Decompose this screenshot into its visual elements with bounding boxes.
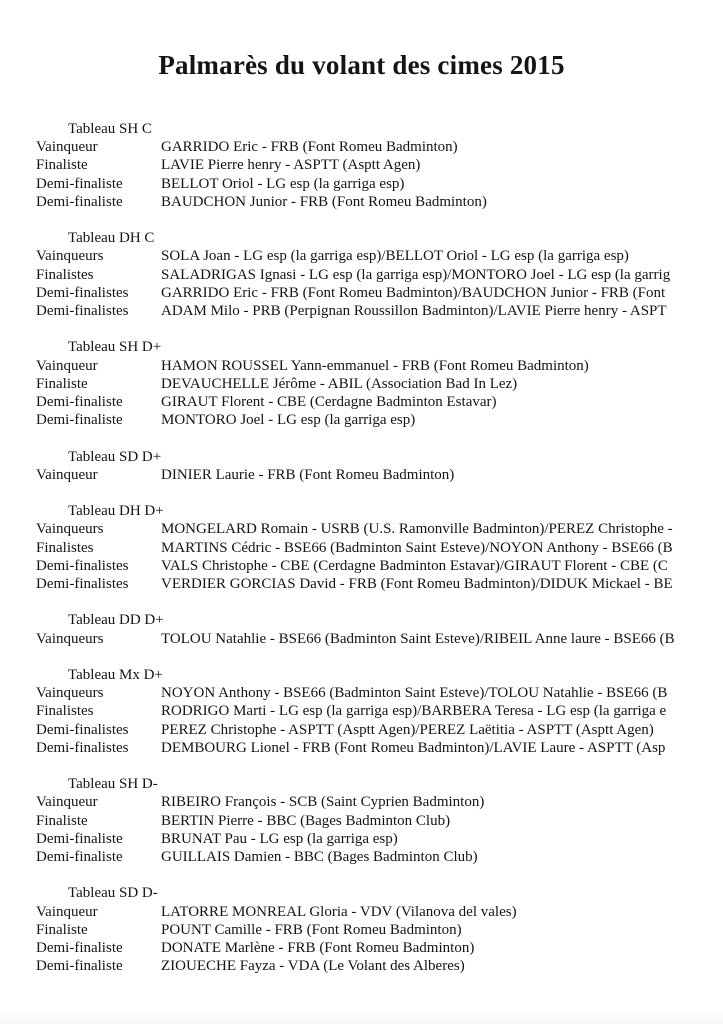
result-row: [36, 848, 723, 866]
section-heading: Tableau DH C: [68, 230, 155, 247]
result-row: [36, 375, 723, 393]
result-row: [36, 903, 723, 921]
result-rank-label: Demi-finaliste: [36, 193, 123, 210]
result-players: ADAM Milo - PRB (Perpignan Roussillon Badminton)/LAVIE Pierre henry - ASPT: [161, 303, 667, 320]
result-rank-label: Demi-finalistes: [36, 721, 129, 738]
result-players: VALS Christophe - CBE (Cerdagne Badminton Estavar)/GIRAUT Florent - CBE (C: [161, 557, 668, 574]
result-row: [36, 284, 723, 302]
result-players: MONGELARD Romain - USRB (U.S. Ramonville Badminton)/PEREZ Christophe -: [161, 521, 673, 538]
result-players: GIRAUT Florent - CBE (Cerdagne Badminton Estavar): [161, 394, 497, 411]
result-players: DONATE Marlène - FRB (Font Romeu Badminton): [161, 940, 475, 957]
result-row: [36, 830, 723, 848]
result-rank-label: Demi-finaliste: [36, 175, 123, 192]
result-row: [36, 557, 723, 575]
result-players: RODRIGO Marti - LG esp (la garriga esp)/BARBERA Teresa - LG esp (la garriga e: [161, 703, 667, 720]
result-players: LAVIE Pierre henry - ASPTT (Asptt Agen): [161, 157, 421, 174]
tournament-section: [36, 229, 723, 320]
result-rank-label: Vainqueurs: [36, 521, 104, 538]
result-row: [36, 630, 723, 648]
tournament-section: [36, 884, 723, 975]
result-players: HAMON ROUSSEL Yann-emmanuel - FRB (Font Romeu Badminton): [161, 357, 589, 374]
result-row: [36, 812, 723, 830]
section-heading: Tableau SD D-: [68, 885, 158, 902]
result-row: [36, 520, 723, 538]
result-rank-label: Finaliste: [36, 921, 88, 938]
result-row: [36, 684, 723, 702]
result-players: BERTIN Pierre - BBC (Bages Badminton Club): [161, 812, 451, 829]
tournament-section: [36, 502, 723, 593]
result-players: SALADRIGAS Ignasi - LG esp (la garriga esp)/MONTORO Joel - LG esp (la garrig: [161, 266, 671, 283]
result-rank-label: Vainqueurs: [36, 630, 104, 647]
result-players: POUNT Camille - FRB (Font Romeu Badminton): [161, 921, 462, 938]
result-rank-label: Vainqueur: [36, 357, 98, 374]
tournament-section: [36, 120, 723, 211]
result-players: VERDIER GORCIAS David - FRB (Font Romeu Badminton)/DIDUK Mickael - BE: [161, 576, 673, 593]
section-heading: Tableau SH D+: [68, 339, 162, 356]
result-rank-label: Demi-finaliste: [36, 940, 123, 957]
result-row: [36, 939, 723, 957]
result-row: [36, 539, 723, 557]
result-players: DEMBOURG Lionel - FRB (Font Romeu Badminton)/LAVIE Laure - ASPTT (Asp: [161, 739, 666, 756]
result-players: GARRIDO Eric - FRB (Font Romeu Badminton): [161, 139, 458, 156]
result-players: BAUDCHON Junior - FRB (Font Romeu Badminton): [161, 193, 487, 210]
result-row: [36, 411, 723, 429]
result-row: [36, 921, 723, 939]
result-rank-label: Vainqueur: [36, 466, 98, 483]
result-row: [36, 193, 723, 211]
tournament-section: [36, 666, 723, 757]
result-players: LATORRE MONREAL Gloria - VDV (Vilanova del vales): [161, 903, 517, 920]
result-row: [36, 466, 723, 484]
section-heading: Tableau SH D-: [68, 776, 158, 793]
result-rank-label: Vainqueur: [36, 903, 98, 920]
tournament-section: [36, 611, 723, 647]
result-row: [36, 739, 723, 757]
section-heading: Tableau SD D+: [68, 448, 162, 465]
result-players: BELLOT Oriol - LG esp (la garriga esp): [161, 175, 405, 192]
result-row: [36, 721, 723, 739]
result-row: [36, 793, 723, 811]
result-row: [36, 702, 723, 720]
result-row: [36, 247, 723, 265]
result-row: [36, 266, 723, 284]
result-players: RIBEIRO François - SCB (Saint Cyprien Badminton): [161, 794, 485, 811]
result-row: [36, 357, 723, 375]
result-rank-label: Demi-finalistes: [36, 303, 129, 320]
result-rank-label: Vainqueur: [36, 794, 98, 811]
result-row: [36, 957, 723, 975]
section-heading: Tableau DH D+: [68, 503, 164, 520]
result-players: NOYON Anthony - BSE66 (Badminton Saint Esteve)/TOLOU Natahlie - BSE66 (B: [161, 685, 668, 702]
section-heading: Tableau Mx D+: [68, 667, 163, 683]
result-players: ZIOUECHE Fayza - VDA (Le Volant des Alberes): [161, 958, 465, 975]
result-rank-label: Demi-finaliste: [36, 849, 123, 866]
document-title: Palmarès du volant des cimes 2015: [158, 50, 565, 80]
result-rank-label: Demi-finalistes: [36, 284, 129, 301]
result-rank-label: Vainqueurs: [36, 248, 104, 265]
result-row: [36, 575, 723, 593]
tournament-section: [36, 338, 723, 429]
result-row: [36, 302, 723, 320]
result-rank-label: Demi-finaliste: [36, 958, 123, 975]
section-heading: Tableau DD D+: [68, 612, 164, 629]
result-rank-label: Demi-finalistes: [36, 576, 129, 593]
result-players: GARRIDO Eric - FRB (Font Romeu Badminton)/BAUDCHON Junior - FRB (Font: [161, 284, 666, 301]
result-row: [36, 175, 723, 193]
result-rank-label: Demi-finaliste: [36, 830, 123, 847]
result-rank-label: Vainqueurs: [36, 685, 104, 702]
result-players: BRUNAT Pau - LG esp (la garriga esp): [161, 830, 398, 847]
scan-artifact-band: [0, 1010, 723, 1024]
results-list: [36, 120, 723, 994]
section-heading: Tableau SH C: [68, 121, 152, 137]
result-players: SOLA Joan - LG esp (la garriga esp)/BELLOT Oriol - LG esp (la garriga esp): [161, 248, 629, 265]
result-players: DINIER Laurie - FRB (Font Romeu Badminton): [161, 466, 455, 483]
result-row: [36, 138, 723, 156]
result-rank-label: Finalistes: [36, 266, 94, 283]
result-players: TOLOU Natahlie - BSE66 (Badminton Saint Esteve)/RIBEIL Anne laure - BSE66 (B: [161, 630, 675, 647]
result-players: MONTORO Joel - LG esp (la garriga esp): [161, 412, 416, 429]
result-players: GUILLAIS Damien - BBC (Bages Badminton Club): [161, 849, 478, 866]
result-players: PEREZ Christophe - ASPTT (Asptt Agen)/PEREZ Laëtitia - ASPTT (Asptt Agen): [161, 721, 654, 738]
result-rank-label: Finalistes: [36, 703, 94, 720]
result-rank-label: Vainqueur: [36, 139, 98, 156]
result-rank-label: Demi-finalistes: [36, 557, 129, 574]
result-rank-label: Demi-finaliste: [36, 412, 123, 429]
result-rank-label: Finaliste: [36, 157, 88, 174]
result-row: [36, 393, 723, 411]
tournament-section: [36, 775, 723, 866]
result-players: DEVAUCHELLE Jérôme - ABIL (Association Bad In Lez): [161, 375, 518, 392]
result-rank-label: Demi-finalistes: [36, 739, 129, 756]
result-rank-label: Finalistes: [36, 539, 94, 556]
tournament-section: [36, 448, 723, 484]
result-rank-label: Finaliste: [36, 812, 88, 829]
result-row: [36, 156, 723, 174]
result-players: MARTINS Cédric - BSE66 (Badminton Saint Esteve)/NOYON Anthony - BSE66 (B: [161, 539, 673, 556]
result-rank-label: Finaliste: [36, 375, 88, 392]
result-rank-label: Demi-finaliste: [36, 394, 123, 411]
